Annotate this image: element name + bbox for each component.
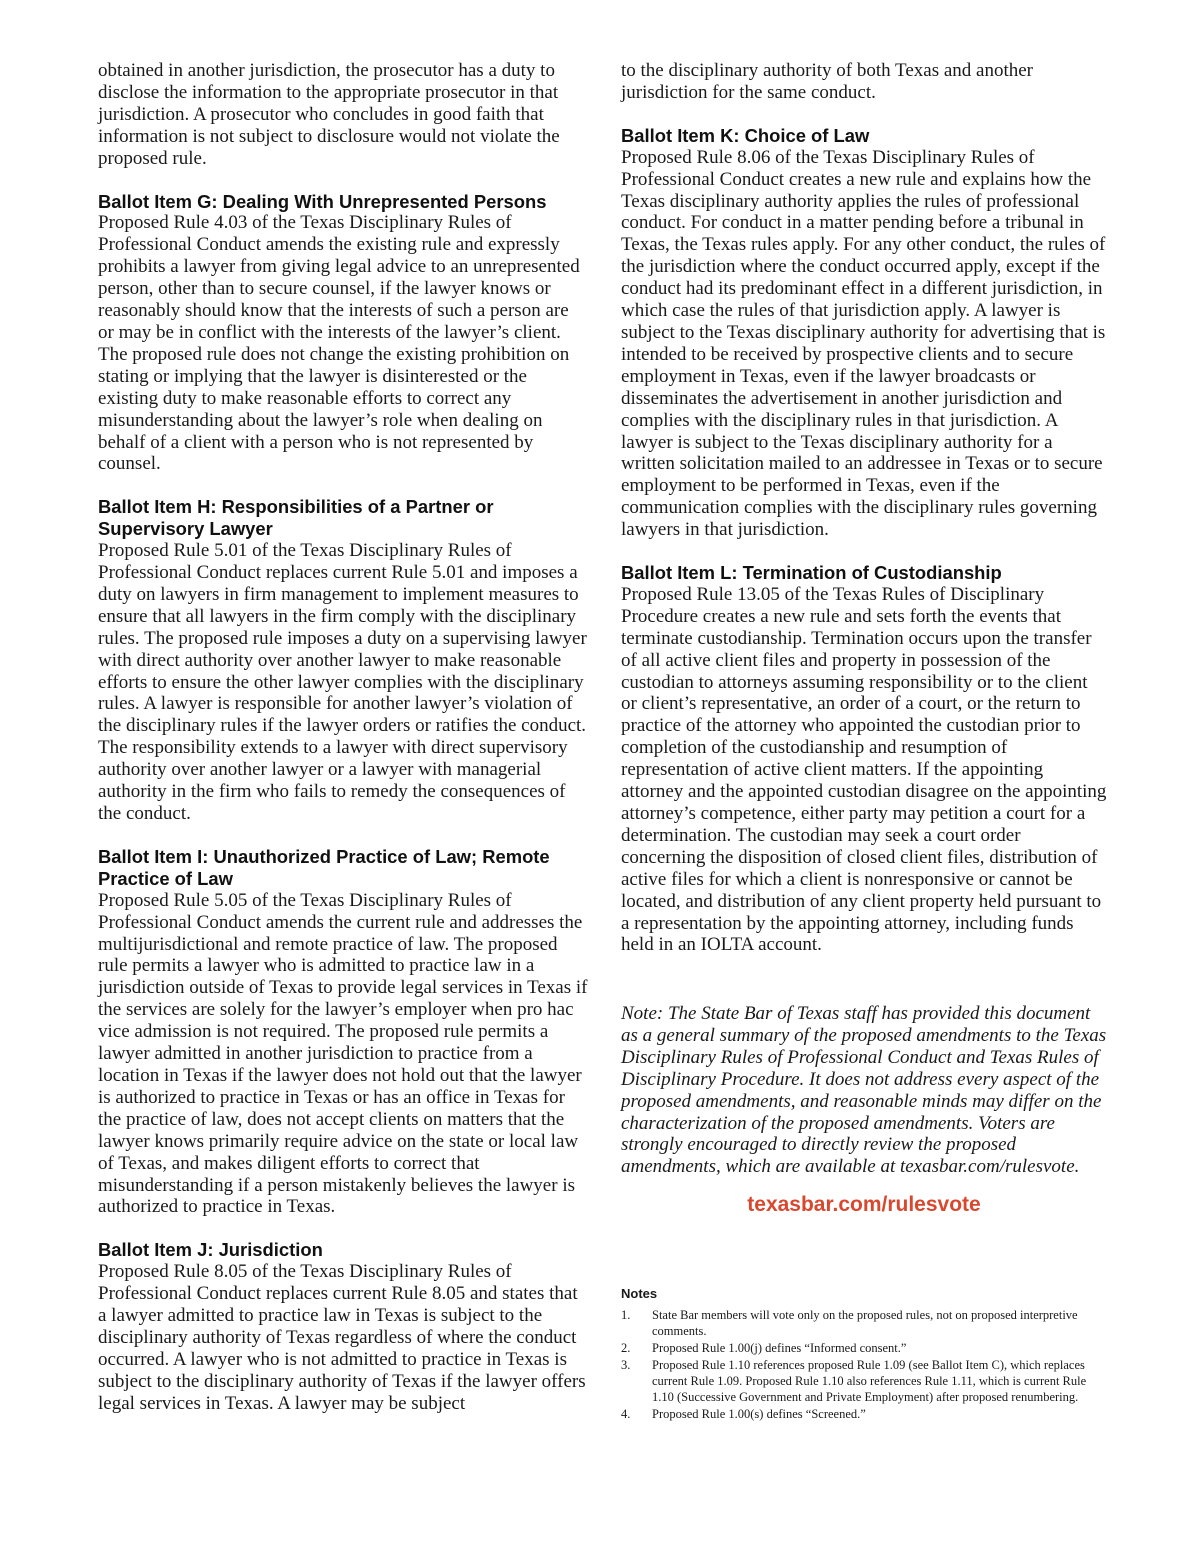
ballot-item-j-heading: Ballot Item J: Jurisdiction [98,1239,323,1261]
ballot-item-i-body: Proposed Rule 5.05 of the Texas Disciplinary Rules of Professional Conduct amends the current rule and addresses the multijurisdictional and remote practice of law. The proposed rule permits a lawyer who is admitted to practice law in a jurisdiction outside of Texas to provide legal services in Texas if the services are solely for the lawyer’s employer when pro hac vice admission is not required. The proposed rule permits a lawyer admitted in another jurisdiction to practice from a location in Texas if the lawyer does not hold out that the lawyer is authorized to practice in Texas or has an office in Texas for the practice of law, does not accept clients on matters that the lawyer knows primarily require advice on the state or local law of Texas, and makes diligent efforts to correct that misunderstanding if a person mistakenly believes the lawyer is authorized to practice in Texas. [98,889,588,1218]
ballot-item-g [98,191,588,476]
footnote-number: 2. [621,1341,631,1355]
ballot-item-l-heading: Ballot Item L: Termination of Custodianship [621,562,1002,584]
footnote-number: 3. [621,1358,631,1372]
ballot-item-h-body: Proposed Rule 5.01 of the Texas Disciplinary Rules of Professional Conduct replaces current Rule 5.01 and imposes a duty on lawyers in firm management to implement measures to ensure that all lawyers in the firm comply with the disciplinary rules. The proposed rule imposes a duty on a supervising lawyer with direct authority over another lawyer to make reasonable efforts to ensure the other lawyer complies with the disciplinary rules. A lawyer is responsible for another lawyer’s violation of the disciplinary rules if the lawyer orders or ratifies the conduct. The responsibility extends to a lawyer with direct supervisory authority over another lawyer or a lawyer with managerial authority in the firm who fails to remedy the consequences of the conduct. [98,540,587,824]
ballot-item-i [98,846,588,1218]
footnote-item [621,1340,1107,1356]
right-column [621,60,1107,956]
left-intro-text: obtained in another jurisdiction, the prosecutor has a duty to disclose the information to the appropriate prosecutor in that jurisdiction. A prosecutor who concludes in good faith that information is not subject to disclosure would not violate the proposed rule. [98,60,560,169]
ballot-item-h [98,496,588,825]
ballot-item-j-body: Proposed Rule 8.05 of the Texas Disciplinary Rules of Professional Conduct replaces current Rule 8.05 and states that a lawyer admitted to practice law in Texas is subject to the disciplinary authority of Texas regardless of where the conduct occurred. A lawyer who is not admitted to practice in Texas is subject to the disciplinary authority of Texas if the lawyer offers legal services in Texas. A lawyer may be subject [98,1261,586,1414]
footnote-number: 1. [621,1308,631,1322]
footnote-text: Proposed Rule 1.10 references proposed Rule 1.09 (see Ballot Item C), which replaces current Rule 1.09. Proposed Rule 1.10 also references Rule 1.11, which is current Rule 1.10 (Successive Government and Private Employment) after proposed renumbering. [652,1358,1087,1404]
ballot-item-g-heading: Ballot Item G: Dealing With Unrepresented Persons [98,190,547,212]
disclaimer-note: Note: The State Bar of Texas staff has provided this document as a general summary of the proposed amendments to the Texas Disciplinary Rules of Professional Conduct and Texas Rules of Disciplinary Procedure. It does not address every aspect of the proposed amendments, and reasonable minds may differ on the characterization of the proposed amendments. Voters are strongly encouraged to directly review the proposed amendments, which are available at texasbar.com/rulesvote. [621,1003,1107,1178]
footnotes-list [621,1307,1107,1422]
footnote-item [621,1307,1107,1339]
footnote-item [621,1406,1107,1422]
left-intro [98,60,588,170]
footnote-text: Proposed Rule 1.00(j) defines “Informed consent.” [652,1341,907,1355]
ballot-item-k [621,125,1107,541]
footnotes [621,1286,1107,1423]
ballot-item-l-body: Proposed Rule 13.05 of the Texas Rules of Disciplinary Procedure creates a new rule and sets forth the events that terminate custodianship. Termination occurs upon the transfer of all active client files and property in possession of the custodian to attorneys assuming responsibility or to the client or client’s representative, an order of a court, or the return to practice of the attorney who appointed the custodian prior to completion of the custodianship and resumption of representation of active client matters. If the appointing attorney and the appointed custodian disagree on the appointing attorney’s competence, either party may petition a court for a determination. The custodian may seek a court order concerning the disposition of closed client files, distribution of active files for which a client is nonresponsive or cannot be located, and distribution of any client property held pursuant to a representation by the appointing attorney, including funds held in an IOLTA account. [621,583,1107,956]
footnote-text: State Bar members will vote only on the proposed rules, not on proposed interpretive comments. [652,1308,1078,1338]
ballot-item-k-body: Proposed Rule 8.06 of the Texas Disciplinary Rules of Professional Conduct creates a new rule and explains how the Texas disciplinary authority applies the rules of professional conduct. For conduct in a matter pending before a tribunal in Texas, the Texas rules apply. For any other conduct, the rules of the jurisdiction where the conduct occurred apply, except if the conduct had its predominant effect in a different jurisdiction, in which case the rules of that jurisdiction apply. A lawyer is subject to the Texas disciplinary authority for advertising that is intended to be received by prospective clients and to secure employment in Texas, even if the lawyer broadcasts or disseminates the advertisement in another jurisdiction and complies with the disciplinary rules in that jurisdiction. A lawyer is subject to the Texas disciplinary authority for a written solicitation mailed to an addressee in Texas or to secure employment to be performed in Texas, even if the communication complies with the disciplinary rules governing lawyers in that jurisdiction. [621,146,1106,541]
ballot-item-i-heading: Ballot Item I: Unauthorized Practice of Law; Remote Practice of Law [98,845,550,889]
footnote-item [621,1357,1107,1405]
footnotes-title: Notes [621,1286,658,1301]
footnote-number: 4. [621,1407,631,1421]
rules-vote-link[interactable]: texasbar.com/rulesvote [747,1193,981,1216]
footnote-text: Proposed Rule 1.00(s) defines “Screened.” [652,1407,866,1421]
ballot-item-k-heading: Ballot Item K: Choice of Law [621,124,870,146]
right-intro-text: to the disciplinary authority of both Texas and another jurisdiction for the same conduct. [621,60,1033,103]
ballot-item-j [98,1239,588,1414]
ballot-item-l [621,562,1107,956]
left-column [98,60,588,1415]
ballot-item-h-heading: Ballot Item H: Responsibilities of a Partner or Supervisory Lawyer [98,496,494,540]
right-intro [621,60,1107,104]
ballot-item-g-body: Proposed Rule 4.03 of the Texas Disciplinary Rules of Professional Conduct amends the existing rule and expressly prohibits a lawyer from giving legal advice to an unrepresented person, other than to secure counsel, if the lawyer knows or reasonably should know that the interests of such a person are or may be in conflict with the interests of the lawyer’s client. The proposed rule does not change the existing prohibition on stating or implying that the lawyer is disinterested or the existing duty to make reasonable efforts to correct any misunderstanding about the lawyer’s role when dealing on behalf of a client with a person who is not represented by counsel. [98,212,580,475]
